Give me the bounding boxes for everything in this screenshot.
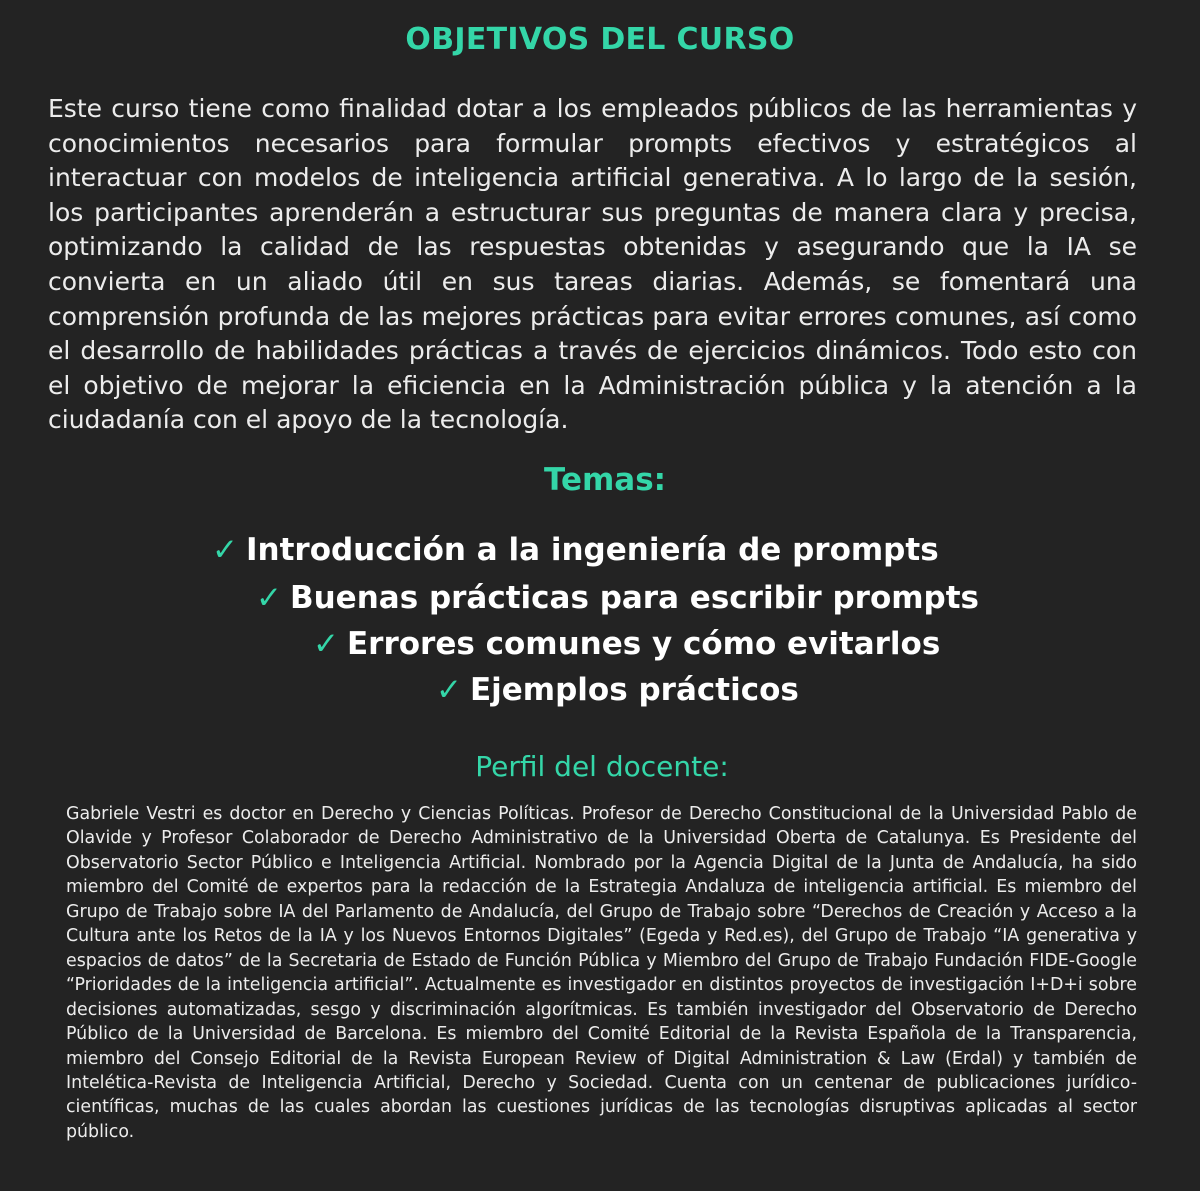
checkmark-icon: ✓ — [436, 672, 462, 708]
topic-label: Introducción a la ingeniería de prompts — [245, 532, 939, 568]
page-title: OBJETIVOS DEL CURSO — [405, 22, 795, 57]
checkmark-icon: ✓ — [212, 532, 238, 568]
teacher-profile-heading: Perfil del docente: — [475, 750, 729, 783]
topic-item — [313, 624, 940, 664]
checkmark-icon: ✓ — [313, 626, 339, 662]
topic-item — [436, 670, 799, 710]
topic-label: Errores comunes y cómo evitarlos — [346, 626, 941, 662]
topic-item — [212, 530, 939, 570]
topics-heading: Temas: — [543, 462, 667, 498]
checkmark-icon: ✓ — [256, 580, 282, 616]
course-objectives-paragraph: Este curso tiene como finalidad dotar a los empleados públicos de las herramientas y conocimientos necesarios para formular prompts efectivos y estratégicos al interactuar con modelos de inteligencia artificial generativa. A lo largo de la sesión, los participantes aprenderán a estructurar sus preguntas de manera clara y precisa, optimizando la calidad de las respuestas obtenidas y asegurando que la IA se convierta en un aliado útil en sus tareas diarias. Además, se fomentará una comprensión profunda de las mejores prácticas para evitar errores comunes, así como el desarrollo de habilidades prácticas a través de ejercicios dinámicos. Todo esto con el objetivo de mejorar la eficiencia en la Administración pública y la atención a la ciudadanía con el apoyo de la tecnología. — [48, 94, 1137, 435]
topic-label: Buenas prácticas para escribir prompts — [289, 580, 980, 616]
topic-label: Ejemplos prácticos — [469, 672, 799, 708]
topic-item — [256, 578, 979, 618]
teacher-bio-paragraph: Gabriele Vestri es doctor en Derecho y Ciencias Políticas. Profesor de Derecho Constitucional de la Universidad Pablo de Olavide y Profesor Colaborador de Derecho Administrativo de la Universidad Oberta de Catalunya. Es Presidente del Observatorio Sector Público e Inteligencia Artificial. Nombrado por la Agencia Digital de la Junta de Andalucía, ha sido miembro del Comité de expertos para la redacción de la Estrategia Andaluza de inteligencia artificial. Es miembro del Grupo de Trabajo sobre IA del Parlamento de Andalucía, del Grupo de Trabajo sobre “Derechos de Creación y Acceso a la Cultura ante los Retos de la IA y los Nuevos Entornos Digitales” (Egeda y Red.es), del Grupo de Trabajo “IA generativa y espacios de datos” de la Secretaria de Estado de Función Pública y Miembro del Grupo de Trabajo Fundación FIDE-Google “Prioridades de la inteligencia artificial”. Actualmente es investigador en distintos proyectos de investigación I+D+i sobre decisiones automatizadas, sesgo y discriminación algorítmicas. Es también investigador del Observatorio de Derecho Público de la Universidad de Barcelona. Es miembro del Comité Editorial de la Revista Española de la Transparencia, miembro del Consejo Editorial de la Revista European Review of Digital Administration & Law (Erdal) y también de Intelética-Revista de Inteligencia Artificial, Derecho y Sociedad. Cuenta con un centenar de publicaciones jurídico-científicas, muchas de las cuales abordan las cuestiones jurídicas de las tecnologías disruptivas aplicadas al sector público. — [66, 804, 1137, 1142]
